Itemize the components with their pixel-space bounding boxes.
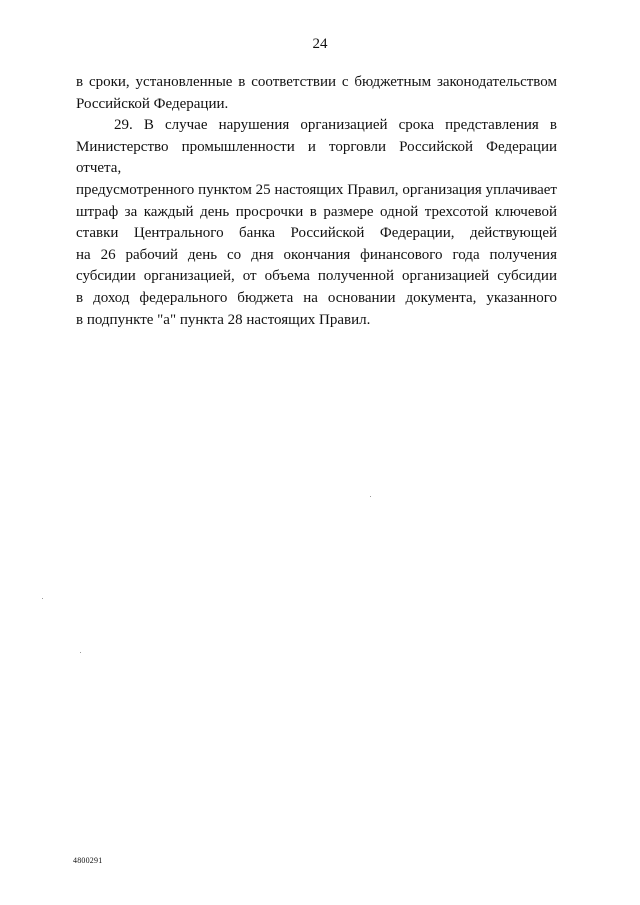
text-line: Российской Федерации.	[76, 95, 229, 112]
text-line: штраф за каждый день просрочки в размере одной трехсотой ключевой	[76, 203, 557, 220]
text-line: субсидии организацией, от объема полученной организацией субсидии	[76, 268, 557, 285]
text-line: ставки Центрального банка Российской Федерации, действующей	[76, 225, 557, 242]
text-line: в сроки, установленные в соответствии с бюджетным законодательством	[76, 74, 557, 90]
text-line: Министерство промышленности и торговли Российской Федерации отчета,	[76, 138, 557, 177]
text-line: в подпункте "а" пункта 28 настоящих Правил.	[76, 311, 371, 328]
paragraph-29-first-line: 29. В случае нарушения организацией срока представления в	[114, 117, 557, 134]
text-line: предусмотренного пунктом 25 настоящих Правил, организация уплачивает	[76, 181, 557, 198]
scan-speck	[42, 598, 43, 599]
document-body	[76, 72, 557, 331]
text-line: на 26 рабочий день со дня окончания финансового года получения	[76, 246, 557, 263]
scan-speck	[370, 496, 371, 497]
scan-speck	[80, 652, 81, 653]
page-number: 24	[312, 36, 328, 52]
document-code: 4800291	[73, 856, 103, 865]
text-line: в доход федерального бюджета на основании документа, указанного	[76, 289, 557, 306]
